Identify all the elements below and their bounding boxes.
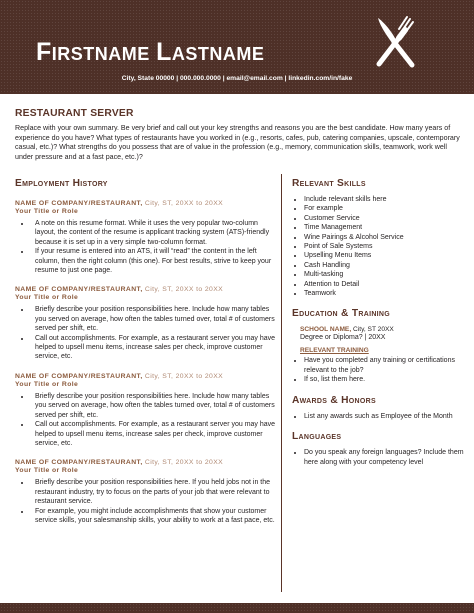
list-item: • List any awards such as Employee of the Month bbox=[304, 412, 464, 421]
school-name: SCHOOL NAME, bbox=[300, 326, 352, 334]
list-item: • If your resume is entered into an ATS, it will “read” the content in the left column, then the right column (this one). For best results, strive to keep your resume to just one page. bbox=[31, 247, 277, 275]
job-entry bbox=[15, 373, 277, 448]
job-bullets bbox=[15, 219, 277, 275]
job-bullets bbox=[15, 478, 277, 525]
company-name: NAME OF COMPANY/RESTAURANT, bbox=[15, 286, 143, 294]
degree-line: Degree or Diploma? | 20XX bbox=[300, 334, 386, 342]
list-item: • Customer Service bbox=[304, 214, 464, 223]
company-name: NAME OF COMPANY/RESTAURANT, bbox=[15, 372, 143, 380]
list-item: • Have you completed any training or certifications relevant to the job? bbox=[304, 356, 464, 375]
job-role: Your Title or Role bbox=[15, 467, 79, 475]
awards-list bbox=[292, 412, 464, 421]
list-item: • Attention to Detail bbox=[304, 280, 464, 289]
job-entry bbox=[15, 459, 277, 525]
languages-section bbox=[292, 431, 464, 467]
list-item: • Point of Sale Systems bbox=[304, 242, 464, 251]
header-banner bbox=[0, 0, 474, 94]
relevant-training-label: RELEVANT TRAINING bbox=[300, 347, 369, 355]
job-location-dates: City, ST, 20XX to 20XX bbox=[144, 286, 224, 294]
skills-list bbox=[292, 195, 464, 298]
company-name: NAME OF COMPANY/RESTAURANT, bbox=[15, 459, 143, 467]
job-role: Your Title or Role bbox=[15, 294, 79, 302]
company-name: NAME OF COMPANY/RESTAURANT, bbox=[15, 200, 143, 207]
job-title: RESTAURANT SERVER bbox=[15, 108, 134, 119]
list-item: • For example, you might include accomplishments that show your customer service skills, your salesmanship skills, your ability to work at a fast pace, etc. bbox=[31, 507, 277, 526]
list-item: • Upselling Menu Items bbox=[304, 251, 464, 260]
job-role: Your Title or Role bbox=[15, 380, 79, 388]
first-name: Firstname bbox=[36, 38, 150, 66]
list-item: • Teamwork bbox=[304, 289, 464, 298]
list-item: • Cash Handling bbox=[304, 261, 464, 270]
school-location: City, ST 20XX bbox=[353, 326, 394, 334]
list-item: • Briefly describe your position responsibilities here. If you held jobs not in the restaurant industry, try to focus on the parts of your job that were relevant to restaurant service. bbox=[31, 478, 277, 506]
awards-section bbox=[292, 395, 464, 421]
fork-knife-icon bbox=[372, 14, 418, 70]
training-list bbox=[292, 356, 464, 384]
summary-paragraph: Replace with your own summary. Be very brief and call out your key strengths and reasons you are the best candidate. How many years of experience do you have? What types of restaurants have you worked in (e.g., resorts, cafes, pub, catering companies, upscale, contemporary casual, etc.)? What strengths do you possess that are of value in the profession (e.g., memory, communication skills, teamwork, work well under pressure and at a fast pace, etc.)? bbox=[15, 124, 460, 161]
last-name: Lastname bbox=[156, 38, 265, 66]
job-location-dates: City, ST, 20XX to 20XX bbox=[144, 372, 224, 380]
list-item: • Time Management bbox=[304, 223, 464, 232]
contact-line: City, State 00000 | 000.000.0000 | email@email.com | linkedin.com/in/fake bbox=[121, 75, 353, 82]
list-item: • Briefly describe your position responsibilities here. Include how many tables you served on average, how often the tables turned over, total # of customers served per shift, etc. bbox=[31, 305, 277, 333]
education-section bbox=[292, 308, 464, 384]
list-item: • Do you speak any foreign languages? Include them here along with your competency level bbox=[304, 448, 464, 467]
job-entry bbox=[15, 200, 277, 275]
list-item: • Call out accomplishments. For example, as a restaurant server you may have helped to upsell menu items, increase sales per check, improve customer service, etc. bbox=[31, 420, 277, 448]
education-heading: Education & Training bbox=[292, 308, 391, 320]
list-item: • Wine Pairings & Alcohol Service bbox=[304, 233, 464, 242]
candidate-name bbox=[36, 38, 264, 67]
job-location-dates: City, ST, 20XX to 20XX bbox=[144, 459, 224, 467]
languages-list bbox=[292, 448, 464, 467]
job-bullets bbox=[15, 305, 277, 361]
right-column bbox=[292, 178, 464, 467]
languages-heading: Languages bbox=[292, 431, 342, 443]
employment-history-heading: Employment History bbox=[15, 178, 108, 189]
awards-heading: Awards & Honors bbox=[292, 394, 376, 406]
list-item: • For example bbox=[304, 204, 464, 213]
job-location-dates: City, ST, 20XX to 20XX bbox=[144, 200, 224, 207]
list-item: • Call out accomplishments. For example, as a restaurant server you may have helped to upsell menu items, increase sales per check, improve customer service, etc. bbox=[31, 334, 277, 362]
list-item: • Briefly describe your position responsibilities here. Include how many tables you served on average, how often the tables turned over, total # of customers served per shift, etc. bbox=[31, 392, 277, 420]
list-item: • A note on this resume format. While it uses the very popular two-column layout, the content of the resume is applicant tracking system (ATS)-friendly because it is set up in a very simple two-column format. bbox=[31, 219, 277, 247]
job-bullets bbox=[15, 392, 277, 448]
left-column bbox=[15, 178, 277, 525]
relevant-skills-heading: Relevant Skills bbox=[292, 178, 366, 189]
list-item: • Include relevant skills here bbox=[304, 195, 464, 204]
list-item: • Multi-tasking bbox=[304, 270, 464, 279]
footer-band bbox=[0, 603, 474, 613]
list-item: • If so, list them here. bbox=[304, 375, 464, 384]
job-entry bbox=[15, 286, 277, 361]
column-divider bbox=[281, 174, 282, 592]
job-role: Your Title or Role bbox=[15, 208, 79, 215]
